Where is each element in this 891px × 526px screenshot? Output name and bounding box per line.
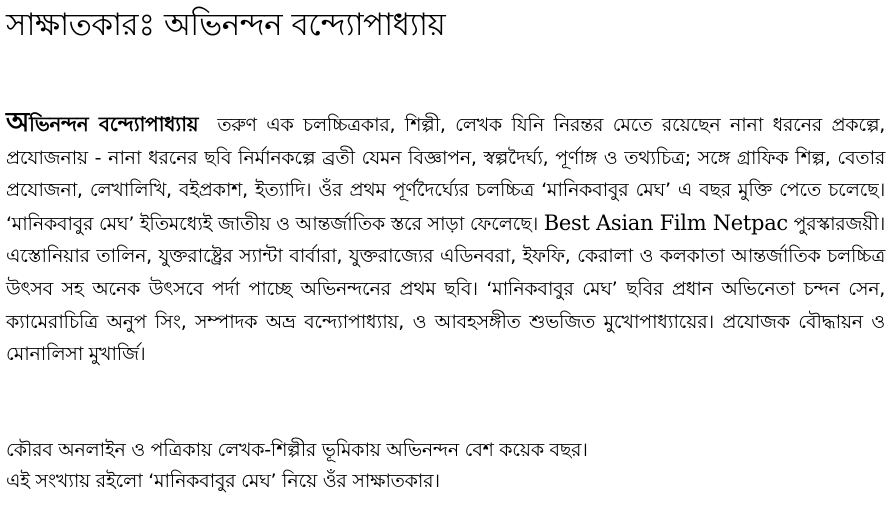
closing-line-2: এই সংখ্যায় রইলো ‘মানিকবাবুর মেঘ’ নিয়ে ওঁর সাক্ষাতকার। <box>6 469 440 492</box>
intro-text-part-2: পুরস্কারজয়ী। এস্তোনিয়ার তালিন, যুক্তরাষ্ট্রের স্যান্টা বার্বারা, যুক্তরাজ্যের এডিনবরা, ইফফি, কেরালা ও কলকাতা আন্তর্জাতিক চলচ্চিত্র উৎসব সহ অনেক উৎসবে পর্দা পাচ্ছে অভিনন্দনের প্রথম ছবি। ‘মানিকবাবুর মেঘ’ ছবির প্রধান অভিনেতা চন্দন সেন, ক্যামেরাচিত্রি অনুপ সিং, সম্পাদক অভ্র বন্দ্যোপাধ্যায়, ও আবহসঙ্গীত শুভজিত মুখোপাধ্যায়ের। প্রযোজক বৌদ্ধায়ন ও মোনালিসা মুখার্জি। <box>6 212 885 366</box>
award-name: Best Asian Film Netpac <box>543 210 788 235</box>
closing-line-1: কৌরব অনলাইন ও পত্রিকায় লেখক-শিল্পীর ভূমিকায় অভিনন্দন বেশ কয়েক বছর। <box>6 439 588 461</box>
intro-paragraph <box>6 107 885 371</box>
subject-name <box>6 107 199 138</box>
article <box>6 0 886 526</box>
subject-name-initial: অ <box>6 107 30 138</box>
subject-name-rest: ভিনন্দন বন্দ্যোপাধ্যায় <box>29 112 199 136</box>
closing-paragraph <box>6 435 885 496</box>
intro-text-part-1: তরুণ এক চলচ্চিত্রকার, শিল্পী, লেখক যিনি নিরন্তর মেতে রয়েছেন নানা ধরনের প্রকল্পে, প্রযোজনায় - নানা ধরনের ছবি নির্মানকল্পে ব্রতী যেমন বিজ্ঞাপন, স্বল্পদৈর্ঘ্য, পূর্ণাঙ্গ ও তথ্যচিত্র; সঙ্গে গ্রাফিক শিল্প, বেতার প্রযোজনা, লেখালিখি, বইপ্রকাশ, ইত্যাদি। ওঁর প্রথম পূর্ণদৈর্ঘ্যের চলচ্চিত্র ‘মানিকবাবুর মেঘ’ এ বছর মুক্তি পেতে চলেছে। ‘মানিকবাবুর মেঘ’ ইতিমধ্যেই জাতীয় ও আন্তর্জাতিক স্তরে সাড়া ফেলেছে। <box>6 114 885 235</box>
page-title: সাক্ষাতকারঃ অভিনন্দন বন্দ্যোপাধ্যায় <box>6 7 446 43</box>
